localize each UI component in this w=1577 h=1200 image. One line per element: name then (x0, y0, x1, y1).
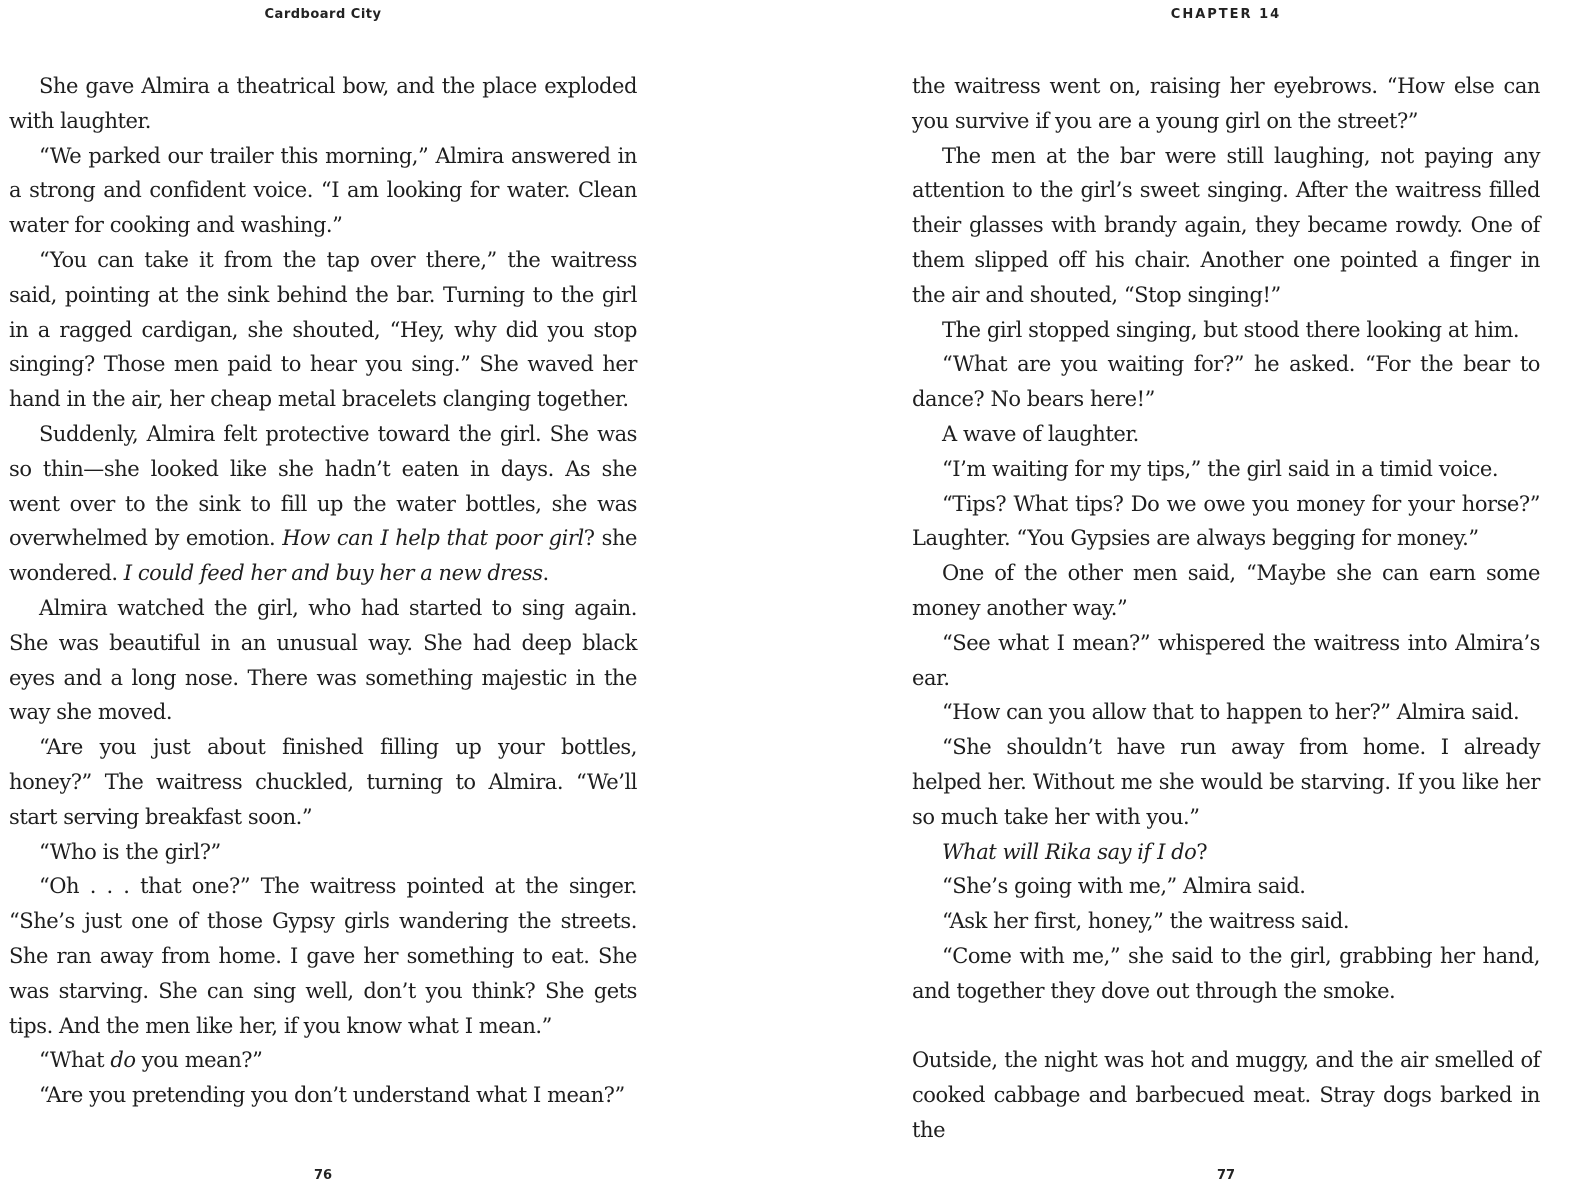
text-run: “How can you allow that to happen to her?” Almira said. (942, 700, 1520, 725)
paragraph (9, 139, 637, 243)
text-run: “See what I mean?” whispered the waitress into Almira’s ear. (912, 630, 1540, 690)
text-run: “Ask her first, honey,” the waitress said. (942, 909, 1350, 934)
left-page-body (9, 69, 637, 1113)
text-run: . (542, 561, 549, 586)
text-run: “I’m waiting for my tips,” the girl said in a timid voice. (942, 456, 1499, 481)
paragraph (9, 1043, 637, 1078)
paragraph (912, 835, 1540, 870)
paragraph (912, 904, 1540, 939)
italic-text: What will Rika say if I do (942, 839, 1197, 864)
running-head-right: CHAPTER 14 (1170, 7, 1282, 22)
text-run: you mean?” (135, 1048, 263, 1073)
right-page-body (912, 69, 1540, 1148)
running-head-left: Cardboard City (264, 7, 382, 22)
right-page (912, 0, 1540, 1200)
text-run: “Tips? What tips? Do we owe you money for your horse?” Laughter. “You Gypsies are always begging for money.” (912, 491, 1540, 551)
text-run: “What (39, 1048, 111, 1073)
paragraph (9, 730, 637, 834)
text-run: “She shouldn’t have run away from home. I already helped her. Without me she would be starving. If you like her so much take her with you.” (912, 735, 1540, 829)
text-run: “You can take it from the tap over there,” the waitress said, pointing at the sink behind the bar. Turning to the girl in a ragged cardigan, she shouted, “Hey, why did you stop singing? Those men paid to hear you sing.” She waved her hand in the air, her cheap metal bracelets clanging together. (9, 247, 637, 412)
text-run: The men at the bar were still laughing, not paying any attention to the girl’s sweet singing. After the waitress filled their glasses with brandy again, they became rowdy. One of them slipped off his chair. Another one pointed a finger in the air and shouted, “Stop singing!” (912, 143, 1540, 307)
text-run: “She’s going with me,” Almira said. (942, 874, 1306, 899)
text-run: Outside, the night was hot and muggy, and the air smelled of cooked cabbage and barbecued meat. Stray dogs barked in the (912, 1048, 1540, 1142)
text-run: ? (1196, 839, 1208, 864)
paragraph (912, 556, 1540, 626)
text-run: The girl stopped singing, but stood there looking at him. (942, 317, 1520, 342)
paragraph (912, 417, 1540, 452)
paragraph (9, 835, 637, 870)
paragraph (912, 939, 1540, 1009)
paragraph (912, 869, 1540, 904)
text-run: “Are you just about finished filling up your bottles, honey?” The waitress chuckled, turning to Almira. “We’ll start serving breakfast soon.” (9, 735, 637, 829)
paragraph (912, 730, 1540, 834)
paragraph (912, 69, 1540, 139)
text-run: Almira watched the girl, who had started to sing again. She was beautiful in an unusual way. She had deep black eyes and a long nose. There was something majestic in the way she moved. (9, 595, 637, 725)
text-run: “We parked our trailer this morning,” Almira answered in a strong and confident voice. “I am looking for water. Clean water for cooking and washing.” (9, 143, 637, 238)
italic-text: I could feed her and buy her a new dress (123, 561, 543, 586)
paragraph (9, 869, 637, 1043)
text-run: One of the other men said, “Maybe she can earn some money another way.” (912, 561, 1540, 620)
paragraph (912, 313, 1540, 348)
text-run: “Come with me,” she said to the girl, grabbing her hand, and together they dove out through the smoke. (912, 943, 1540, 1003)
paragraph (9, 1078, 637, 1113)
text-run: the waitress went on, raising her eyebrows. “How else can you survive if you are a young girl on the street?” (912, 74, 1540, 133)
text-run: Suddenly, Almira felt protective toward the girl. She was so thin—she looked like she hadn’t eaten in days. As she went over to the sink to fill up the water bottles, she was overwhelmed by emotion. (9, 421, 637, 551)
page-number-left: 76 (313, 1168, 333, 1183)
paragraph (912, 695, 1540, 730)
page-number-right: 77 (1216, 1168, 1236, 1183)
text-run: “What are you waiting for?” he asked. “For the bear to dance? No bears here!” (912, 352, 1540, 412)
italic-text: How can I help that poor girl (282, 526, 584, 551)
text-run: A wave of laughter. (942, 421, 1139, 446)
text-run: “Are you pretending you don’t understand what I mean?” (39, 1083, 625, 1108)
paragraph (912, 452, 1540, 487)
text-run: “Who is the girl?” (39, 839, 221, 864)
paragraph (9, 591, 637, 730)
paragraph (912, 139, 1540, 313)
paragraph (912, 1043, 1540, 1147)
text-run: She gave Almira a theatrical bow, and the place exploded with laughter. (9, 74, 637, 133)
paragraph (9, 243, 637, 417)
paragraph (912, 626, 1540, 696)
text-run: “Oh . . . that one?” The waitress pointed at the singer. “She’s just one of those Gypsy girls wandering the streets. She ran away from home. I gave her something to eat. She was starving. She can sing well, don’t you think? She gets tips. And the men like her, if you know what I mean.” (9, 874, 637, 1038)
text-run: ? she wondered. (9, 526, 637, 586)
paragraph (9, 69, 637, 139)
italic-text: do (110, 1048, 136, 1073)
paragraph (9, 417, 637, 591)
paragraph (912, 487, 1540, 557)
left-page (9, 0, 637, 1200)
paragraph (912, 347, 1540, 417)
